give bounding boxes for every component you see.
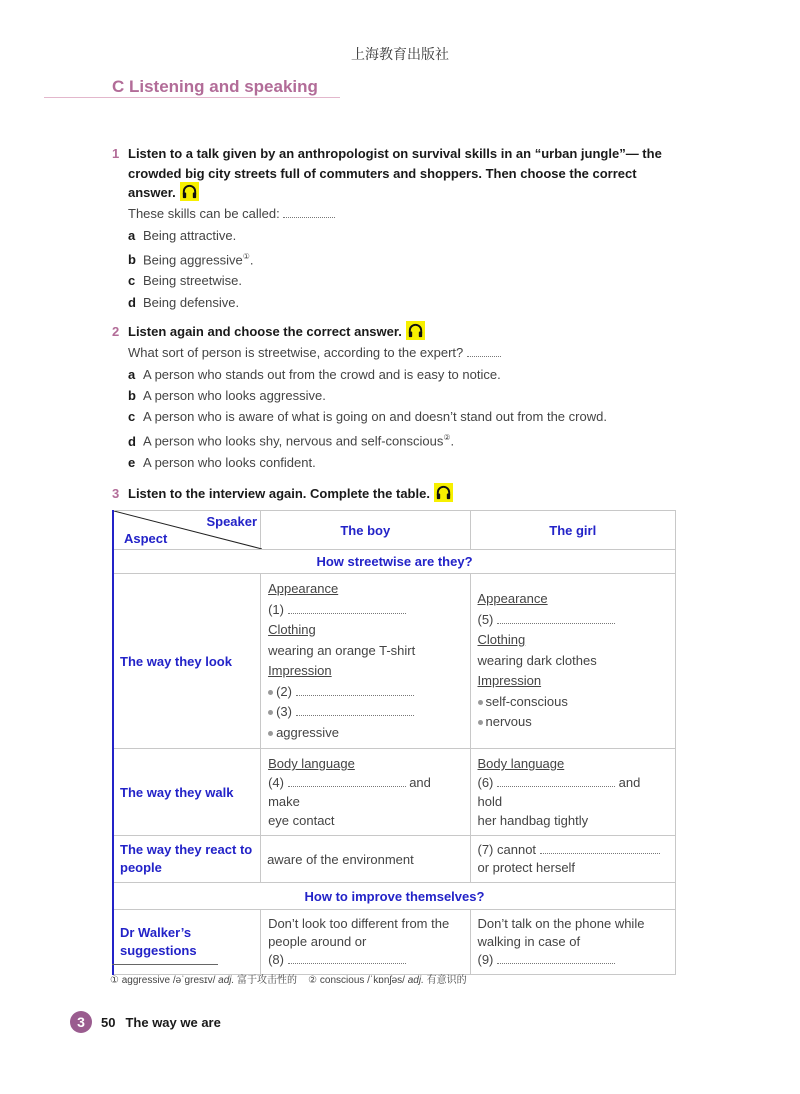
cell-girl-look: Appearance (5) Clothing wearing dark clothes Impression self-conscious nervous (470, 574, 676, 749)
headphones-icon[interactable] (434, 483, 453, 502)
page-number: 50 (101, 1014, 116, 1030)
page-footer (70, 1010, 221, 1034)
answer-blank-6[interactable] (497, 774, 615, 787)
bullet-icon (478, 700, 483, 705)
impression-heading: Impression (477, 673, 542, 689)
question-1 (112, 144, 672, 313)
question-number: 2 (112, 324, 120, 339)
answer-blank-2[interactable] (296, 683, 414, 696)
clothing-heading: Clothing (477, 632, 526, 648)
option-a[interactable]: a A person who stands out from the crowd and is easy to notice. (128, 366, 501, 382)
question-number: 1 (112, 146, 120, 161)
footnotes: ① aggressive /əˈɡresɪv/ adj. 富于攻击性的 ② conscious /ˈkɒnʃəs/ adj. 有意识的 (110, 975, 467, 986)
section-header (44, 75, 340, 98)
option-b[interactable]: b Being aggressive①. (128, 251, 254, 268)
bullet-icon (268, 710, 273, 715)
question-text: Listen to a talk given by an anthropologist on survival skills in an “urban jungle”— the crowded big city streets full of commuters and shoppers. Then choose the correct answer. (128, 146, 662, 200)
row-label-react: The way they react to people (113, 836, 261, 883)
answer-blank-7[interactable] (540, 841, 660, 854)
bullet-icon (478, 720, 483, 725)
column-header-girl: The girl (470, 511, 676, 550)
question-prompt: What sort of person is streetwise, according to the expert? (128, 342, 672, 364)
clothing-value: wearing dark clothes (477, 652, 597, 668)
answer-blank[interactable] (283, 205, 335, 218)
answer-blank-4[interactable] (288, 774, 406, 787)
answer-blank-3[interactable] (296, 703, 414, 716)
section-heading-streetwise: How streetwise are they? (113, 550, 676, 574)
cell-boy-look: Appearance (1) Clothing wearing an orange T-shirt Impression (2) (3) aggressive (261, 574, 470, 749)
table-section-row (113, 550, 676, 574)
option-b[interactable]: b A person who looks aggressive. (128, 387, 326, 403)
table-row (113, 836, 676, 883)
speaker-label: Speaker (206, 514, 258, 529)
table-header-row (113, 511, 676, 550)
answer-blank[interactable] (467, 344, 501, 357)
row-label-suggestions: Dr Walker’s suggestions (113, 910, 261, 975)
table-section-row (113, 883, 676, 910)
diagonal-header-cell (113, 511, 261, 550)
option-d[interactable]: d A person who looks shy, nervous and self-conscious②. (128, 433, 455, 449)
answer-blank-5[interactable] (497, 611, 615, 624)
row-label-look: The way they look (113, 574, 261, 749)
unit-badge: 3 (70, 1011, 92, 1033)
answer-table (112, 510, 676, 975)
cell-girl-walk: Body language (6) and hold her handbag tightly (470, 749, 676, 836)
section-heading-improve: How to improve themselves? (113, 883, 676, 910)
cell-boy-suggestions: Don’t look too different from the people around or (8) (261, 910, 470, 975)
question-text: Listen to the interview again. Complete the table. (128, 484, 672, 504)
question-2 (112, 322, 672, 473)
cell-boy-walk: Body language (4) and make eye contact (261, 749, 470, 836)
body-language-heading: Body language (477, 756, 565, 771)
question-text: Listen again and choose the correct answer. (128, 322, 672, 342)
cell-girl-suggestions: Don’t talk on the phone while walking in case of (9) (470, 910, 676, 975)
footnote-divider (112, 964, 218, 965)
clothing-value: wearing an orange T-shirt (268, 642, 416, 658)
bullet-icon (268, 731, 273, 736)
answer-blank-9[interactable] (497, 951, 615, 964)
answer-blank-1[interactable] (288, 601, 406, 614)
clothing-heading: Clothing (268, 622, 316, 637)
impression-heading: Impression (268, 663, 332, 678)
question-number: 3 (112, 486, 120, 501)
cell-boy-react: aware of the environment (261, 836, 470, 883)
column-header-boy: The boy (261, 511, 470, 550)
headphones-icon[interactable] (180, 182, 199, 201)
bullet-icon (268, 690, 273, 695)
headphones-icon[interactable] (406, 321, 425, 340)
option-a[interactable]: a Being attractive. (128, 227, 237, 243)
answer-blank-8[interactable] (288, 951, 406, 964)
section-title: C Listening and speaking (112, 77, 318, 96)
cell-girl-react: (7) cannot or protect herself (470, 836, 676, 883)
option-e[interactable]: e A person who looks confident. (128, 455, 316, 471)
option-d[interactable]: d Being defensive. (128, 294, 240, 310)
option-c[interactable]: c A person who is aware of what is going on and doesn’t stand out from the crowd. (128, 409, 607, 425)
question-3 (112, 484, 672, 504)
appearance-heading: Appearance (477, 591, 548, 607)
question-prompt: These skills can be called: (128, 203, 672, 225)
option-c[interactable]: c Being streetwise. (128, 273, 242, 289)
publisher-name: 上海教育出版社 (351, 47, 449, 63)
appearance-heading: Appearance (268, 581, 339, 596)
table-row (113, 574, 676, 749)
unit-title: The way we are (125, 1014, 221, 1030)
table-row (113, 749, 676, 836)
row-label-walk: The way they walk (113, 749, 261, 836)
aspect-label: Aspect (124, 531, 168, 546)
body-language-heading: Body language (268, 756, 355, 771)
